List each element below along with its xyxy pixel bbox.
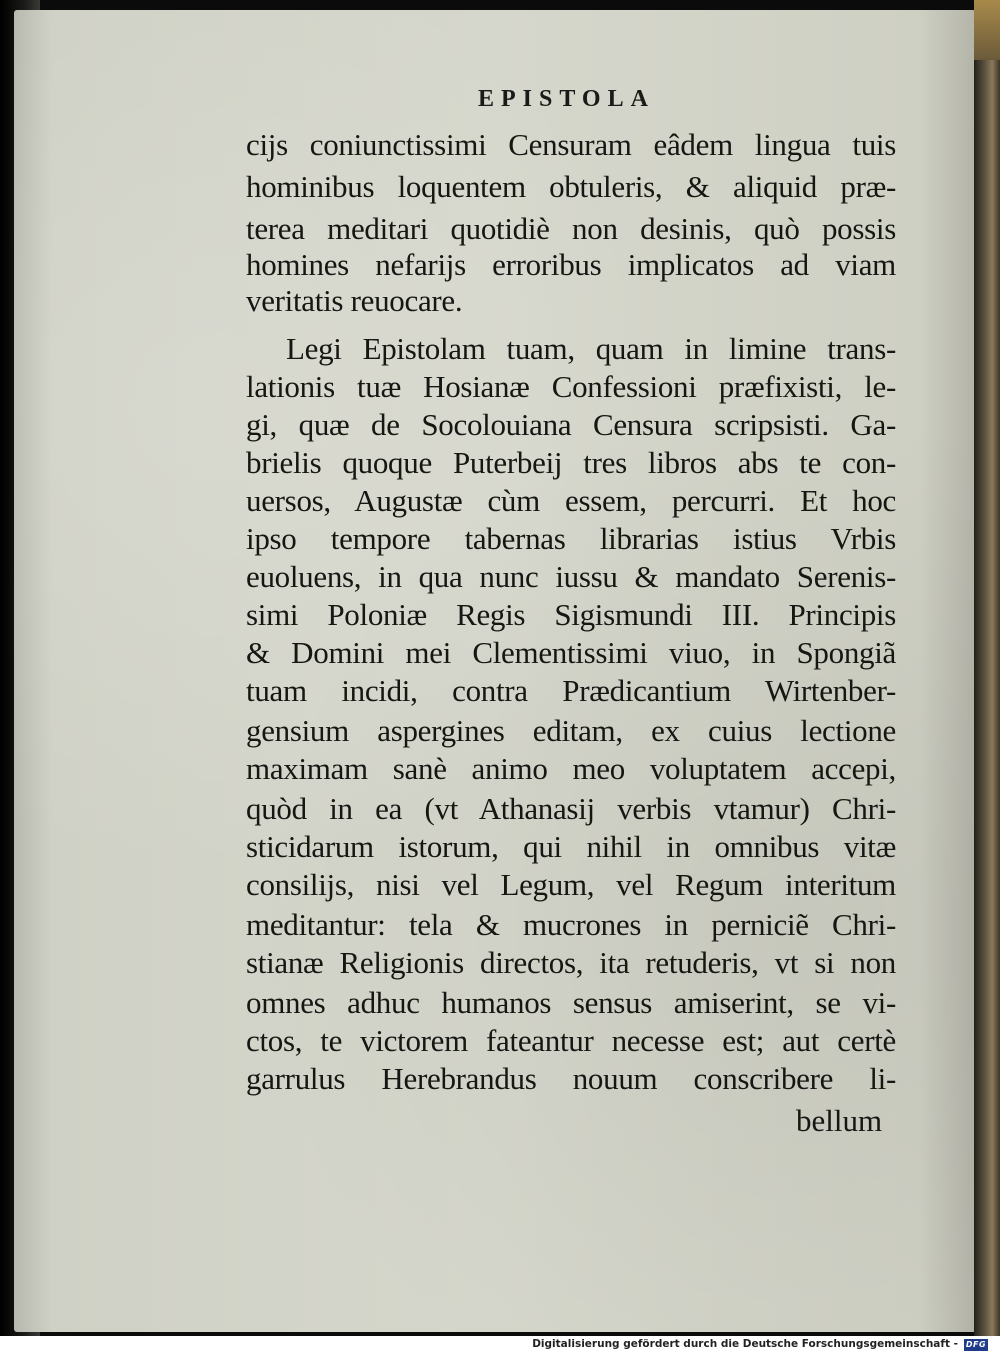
text-line: terea meditari quotidiè non desinis, quò possis <box>246 211 896 246</box>
dfg-logo-icon: DFG <box>965 1340 987 1349</box>
text-line: homines nefarijs erroribus implicatos ad viam <box>246 247 896 282</box>
catchword: bellum <box>796 1103 883 1138</box>
text-line: cijs coniunctissimi Censuram eâdem lingua tuis <box>246 127 896 162</box>
book-edge <box>974 0 1000 1336</box>
text-line: meditantur: tela & mucrones in perniciẽ Chri- <box>246 907 896 942</box>
text-line: lationis tuæ Hosianæ Confessioni præfixisti, le- <box>246 369 896 404</box>
book-edge-top <box>974 0 1000 60</box>
text-line: gensium aspergines editam, ex cuius lectione <box>246 713 896 748</box>
text-line: garrulus Herebrandus nouum conscribere li- <box>246 1061 896 1096</box>
text-line: maximam sanè animo meo voluptatem accepi, <box>246 751 896 786</box>
text-line: consilijs, nisi vel Legum, vel Regum interitum <box>246 867 896 902</box>
text-line: euoluens, in qua nunc iussu & mandato Serenis- <box>246 559 896 594</box>
text-line: quòd in ea (vt Athanasij verbis vtamur) Chri- <box>246 791 896 826</box>
text-line: & Domini mei Clementissimi viuo, in Spongiã <box>246 635 896 670</box>
text-line: hominibus loquentem obtuleris, & aliquid præ- <box>246 169 896 204</box>
text-line: uersos, Augustæ cùm essem, percurri. Et hoc <box>246 483 896 518</box>
text-line: ipso tempore tabernas librarias istius Vrbis <box>246 521 896 556</box>
text-line: omnes adhuc humanos sensus amiserint, se vi- <box>246 985 896 1020</box>
text-line: veritatis reuocare. <box>246 283 463 318</box>
text-line: Legi Epistolam tuam, quam in limine trans- <box>286 331 896 366</box>
running-head: EPISTOLA <box>478 86 655 112</box>
text-line: simi Poloniæ Regis Sigismundi III. Principis <box>246 597 896 632</box>
text-line: sticidarum istorum, qui nihil in omnibus vitæ <box>246 829 896 864</box>
text-line: tuam incidi, contra Prædicantium Wirtenber- <box>246 673 896 708</box>
text-line: ctos, te victorem fateantur necesse est; aut certè <box>246 1023 896 1058</box>
text-line: brielis quoque Puterbeij tres libros abs te con- <box>246 445 896 480</box>
text-line: stianæ Religionis directos, ita retuderis, vt si non <box>246 945 896 980</box>
text-line: gi, quæ de Socolouiana Censura scripsisti. Ga- <box>246 407 896 442</box>
footer-credit: Digitalisierung gefördert durch die Deutsche Forschungsgemeinschaft - <box>532 1338 958 1350</box>
